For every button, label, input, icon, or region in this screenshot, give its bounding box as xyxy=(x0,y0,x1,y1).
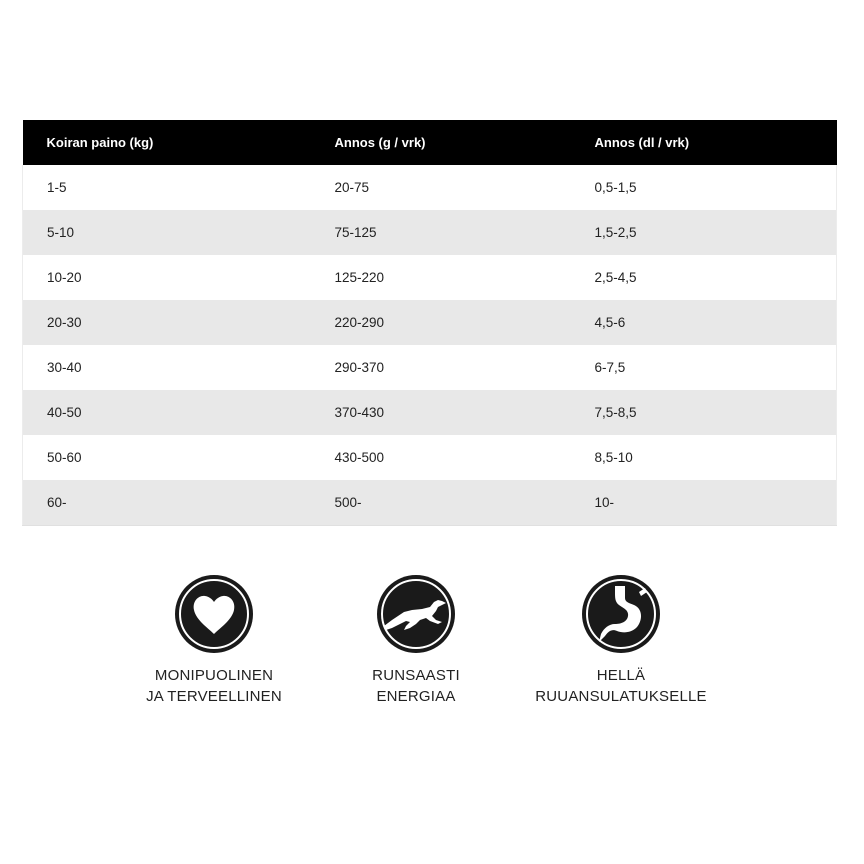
feature-high-energy xyxy=(316,574,516,707)
cell-weight: 20-30 xyxy=(23,300,335,345)
table-row xyxy=(23,255,837,300)
cell-dl: 8,5-10 xyxy=(595,435,837,480)
table-row xyxy=(23,480,837,526)
feature-gentle-digestion xyxy=(521,574,721,707)
cell-dl: 0,5-1,5 xyxy=(595,165,837,210)
cell-grams: 75-125 xyxy=(335,210,595,255)
cell-weight: 60- xyxy=(23,480,335,526)
table-row xyxy=(23,345,837,390)
running-dog-icon xyxy=(376,574,456,654)
cell-grams: 125-220 xyxy=(335,255,595,300)
feature-label: HELLÄ RUUANSULATUKSELLE xyxy=(535,667,707,705)
heart-icon xyxy=(174,574,254,654)
feature-label: MONIPUOLINEN JA TERVEELLINEN xyxy=(146,667,282,705)
cell-grams: 500- xyxy=(335,480,595,526)
feature-varied-healthy xyxy=(114,574,314,707)
column-header-dl: Annos (dl / vrk) xyxy=(595,120,837,165)
table-row xyxy=(23,210,837,255)
cell-dl: 2,5-4,5 xyxy=(595,255,837,300)
cell-grams: 290-370 xyxy=(335,345,595,390)
cell-grams: 220-290 xyxy=(335,300,595,345)
cell-weight: 30-40 xyxy=(23,345,335,390)
cell-grams: 430-500 xyxy=(335,435,595,480)
cell-weight: 40-50 xyxy=(23,390,335,435)
feature-label: RUNSAASTI ENERGIAA xyxy=(372,667,460,705)
cell-weight: 5-10 xyxy=(23,210,335,255)
cell-grams: 370-430 xyxy=(335,390,595,435)
table-header-row xyxy=(23,120,837,165)
column-header-grams: Annos (g / vrk) xyxy=(335,120,595,165)
cell-dl: 4,5-6 xyxy=(595,300,837,345)
cell-dl: 1,5-2,5 xyxy=(595,210,837,255)
cell-weight: 1-5 xyxy=(23,165,335,210)
table-row xyxy=(23,165,837,210)
column-header-weight: Koiran paino (kg) xyxy=(23,120,335,165)
table-row xyxy=(23,435,837,480)
cell-dl: 6-7,5 xyxy=(595,345,837,390)
cell-dl: 7,5-8,5 xyxy=(595,390,837,435)
feeding-table xyxy=(22,120,837,526)
table-row xyxy=(23,300,837,345)
cell-weight: 50-60 xyxy=(23,435,335,480)
cell-weight: 10-20 xyxy=(23,255,335,300)
cell-dl: 10- xyxy=(595,480,837,526)
cell-grams: 20-75 xyxy=(335,165,595,210)
stomach-icon xyxy=(581,574,661,654)
table-row xyxy=(23,390,837,435)
